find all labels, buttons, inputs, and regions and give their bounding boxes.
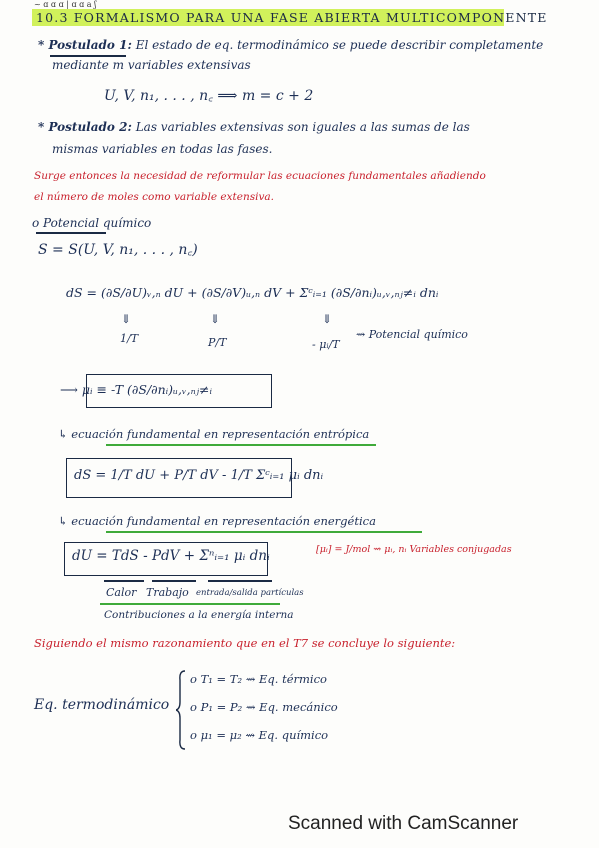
energetic-underline (106, 531, 422, 533)
mu-definition: ⟶ μᵢ ≡ -T (∂S/∂nᵢ)ᵤ,ᵥ,ₙⱼ≠ᵢ (60, 382, 213, 397)
condition-thermal: o T₁ = T₂ ⇝ Eq. térmico (190, 672, 327, 686)
postulate-2-text-2: mismas variables en todas las fases. (52, 142, 273, 156)
label-trabajo: Trabajo (146, 586, 189, 599)
implies-arrow-1: ⇓ (121, 312, 132, 326)
ds-expansion: dS = (∂S/∂U)ᵥ,ₙ dU + (∂S/∂V)ᵤ,ₙ dV + Σᶜᵢ₌₁ (∂S/∂nᵢ)ᵤ,ᵥ,ₙⱼ≠ᵢ dnᵢ (66, 285, 439, 300)
energetic-heading: ↳ ecuación fundamental en representación energética (58, 514, 376, 528)
trabajo-bracket (152, 580, 196, 582)
energetic-equation: dU = TdS - PdV + Σⁿᵢ₌₁ μᵢ dnᵢ (72, 548, 270, 564)
conclusion-text: Siguiendo el mismo razonamiento que en el T7 se concluye lo siguiente: (34, 636, 456, 650)
entropic-underline (106, 444, 376, 446)
eq-label: Eq. termodinámico (34, 697, 170, 713)
postulate-1-heading: * Postulado 1: (38, 38, 132, 52)
particulas-bracket (208, 580, 272, 582)
postulate-1-text: El estado de eq. termodinámico se puede describir completamente (135, 38, 544, 52)
term-mu-over-t: - μᵢ/T (312, 338, 340, 351)
postulate-2 (38, 120, 470, 134)
section-chem-potential: o Potencial químico (32, 216, 152, 230)
postulate-2-heading: * Postulado 2: (38, 120, 132, 134)
entropy-function: S = S(U, V, n₁, . . . , n꜀) (38, 242, 198, 258)
condition-mechanical: o P₁ = P₂ ⇝ Eq. mecánico (190, 700, 338, 714)
units-note: [μᵢ] = J/mol ⇝ μᵢ, nᵢ Variables conjugadas (316, 544, 512, 555)
postulate-1 (38, 38, 543, 52)
page-title: 10.3 FORMALISMO PARA UNA FASE ABIERTA MULTICOMPONENTE (36, 10, 548, 25)
term-1-over-t: 1/T (120, 332, 139, 345)
entropic-equation: dS = 1/T dU + P/T dV - 1/T Σᶜᵢ₌₁ μᵢ dnᵢ (74, 468, 324, 483)
section-underline (36, 232, 106, 234)
top-scrap-text: ~ ɑ ɑ ɑ | ɑ ɑ a ʃ (34, 0, 97, 9)
brace-icon (176, 670, 186, 750)
scanner-watermark: Scanned with CamScanner (288, 813, 519, 834)
calor-bracket (104, 580, 144, 582)
condition-chemical: o μ₁ = μ₂ ⇝ Eq. químico (190, 728, 329, 742)
postulate-1-text-2: mediante m variables extensivas (52, 58, 251, 72)
label-calor: Calor (106, 586, 137, 599)
postulate-2-text: Las variables extensivas son iguales a las sumas de las (135, 120, 470, 134)
contributions-label: Contribuciones a la energía interna (104, 609, 294, 621)
implies-arrow-2: ⇓ (210, 312, 221, 326)
term-p-over-t: P/T (208, 336, 227, 349)
label-particulas: entrada/salida partículas (196, 588, 304, 598)
postulate-1-underline (50, 55, 126, 57)
entropic-heading: ↳ ecuación fundamental en representación entrópica (58, 427, 370, 441)
red-paragraph-line-2: el número de moles como variable extensiva. (34, 191, 275, 203)
red-paragraph-line-1: Surge entonces la necesidad de reformular las ecuaciones fundamentales añadiendo (34, 170, 486, 182)
terms-underline (100, 603, 280, 605)
implies-arrow-3: ⇓ (322, 312, 333, 326)
chem-potential-note: ⇝ Potencial químico (356, 328, 468, 341)
postulate-1-formula: U, V, n₁, . . . , n꜀ ⟹ m = c + 2 (104, 88, 314, 104)
